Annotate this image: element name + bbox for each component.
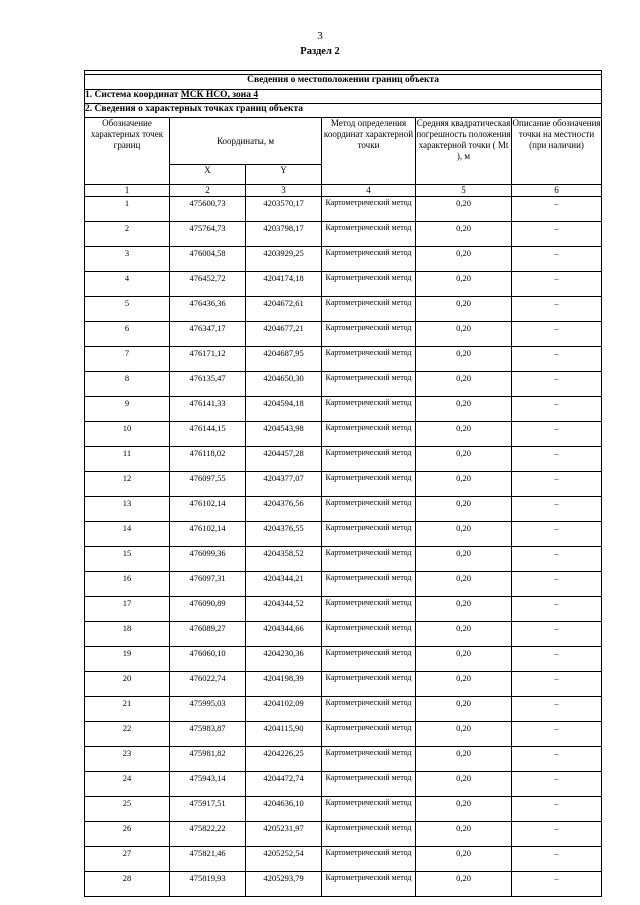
accuracy-cell: 0,20 [416, 497, 512, 522]
accuracy-cell: 0,20 [416, 472, 512, 497]
method-cell: Картометрический метод [322, 647, 416, 672]
table-row [85, 622, 602, 647]
table-row [85, 872, 602, 897]
point-number-cell: 5 [85, 297, 170, 322]
y-coordinate-cell: 4204358,52 [246, 547, 322, 572]
x-coordinate-cell: 476102,14 [170, 497, 246, 522]
points-heading: 2. Сведения о характерных точках границ объекта [85, 104, 602, 118]
y-coordinate-cell: 4204594,18 [246, 397, 322, 422]
point-number-cell: 22 [85, 722, 170, 747]
table-row [85, 672, 602, 697]
y-coordinate-cell: 4204650,30 [246, 372, 322, 397]
x-coordinate-cell: 475981,82 [170, 747, 246, 772]
description-cell: – [512, 347, 602, 372]
x-coordinate-cell: 475822,22 [170, 822, 246, 847]
table-row [85, 522, 602, 547]
point-number-cell: 15 [85, 547, 170, 572]
point-number-cell: 10 [85, 422, 170, 447]
column-number: 2 [170, 185, 246, 197]
point-number-cell: 21 [85, 697, 170, 722]
table-row [85, 197, 602, 222]
table-row [85, 222, 602, 247]
description-cell: – [512, 397, 602, 422]
column-number: 3 [246, 185, 322, 197]
x-coordinate-cell: 476141,33 [170, 397, 246, 422]
accuracy-cell: 0,20 [416, 247, 512, 272]
y-coordinate-cell: 4204472,74 [246, 772, 322, 797]
accuracy-cell: 0,20 [416, 572, 512, 597]
table-row [85, 597, 602, 622]
table-row [85, 422, 602, 447]
x-coordinate-cell: 475600,73 [170, 197, 246, 222]
y-coordinate-cell: 4204376,56 [246, 497, 322, 522]
method-cell: Картометрический метод [322, 197, 416, 222]
coordinate-system-label: 1. Система координат [85, 90, 179, 100]
point-number-cell: 13 [85, 497, 170, 522]
table-row [85, 272, 602, 297]
header-coordinates: Координаты, м [170, 118, 322, 165]
x-coordinate-cell: 476097,31 [170, 572, 246, 597]
accuracy-cell: 0,20 [416, 647, 512, 672]
method-cell: Картометрический метод [322, 397, 416, 422]
description-cell: – [512, 447, 602, 472]
y-coordinate-cell: 4204344,66 [246, 622, 322, 647]
method-cell: Картометрический метод [322, 247, 416, 272]
x-coordinate-cell: 475995,03 [170, 697, 246, 722]
point-number-cell: 27 [85, 847, 170, 872]
description-cell: – [512, 247, 602, 272]
method-cell: Картометрический метод [322, 797, 416, 822]
y-coordinate-cell: 4205231,97 [246, 822, 322, 847]
y-coordinate-cell: 4204457,28 [246, 447, 322, 472]
point-number-cell: 25 [85, 797, 170, 822]
x-coordinate-cell: 476090,89 [170, 597, 246, 622]
method-cell: Картометрический метод [322, 422, 416, 447]
table-row [85, 347, 602, 372]
table-title: Сведения о местоположении границ объекта [85, 75, 602, 90]
point-number-cell: 11 [85, 447, 170, 472]
method-cell: Картометрический метод [322, 697, 416, 722]
x-coordinate-cell: 476022,74 [170, 672, 246, 697]
x-coordinate-cell: 476099,36 [170, 547, 246, 572]
description-cell: – [512, 647, 602, 672]
x-coordinate-cell: 476118,02 [170, 447, 246, 472]
point-number-cell: 18 [85, 622, 170, 647]
x-coordinate-cell: 476144,15 [170, 422, 246, 447]
y-coordinate-cell: 4204344,52 [246, 597, 322, 622]
accuracy-cell: 0,20 [416, 747, 512, 772]
table-row [85, 497, 602, 522]
accuracy-cell: 0,20 [416, 197, 512, 222]
y-coordinate-cell: 4204687,95 [246, 347, 322, 372]
accuracy-cell: 0,20 [416, 797, 512, 822]
x-coordinate-cell: 476452,72 [170, 272, 246, 297]
y-coordinate-cell: 4204230,36 [246, 647, 322, 672]
x-coordinate-cell: 475819,93 [170, 872, 246, 897]
table-row [85, 472, 602, 497]
accuracy-cell: 0,20 [416, 722, 512, 747]
method-cell: Картометрический метод [322, 272, 416, 297]
point-number-cell: 23 [85, 747, 170, 772]
method-cell: Картометрический метод [322, 747, 416, 772]
point-number-cell: 6 [85, 322, 170, 347]
x-coordinate-cell: 475821,46 [170, 847, 246, 872]
method-cell: Картометрический метод [322, 372, 416, 397]
description-cell: – [512, 547, 602, 572]
description-cell: – [512, 872, 602, 897]
accuracy-cell: 0,20 [416, 622, 512, 647]
y-coordinate-cell: 4204543,98 [246, 422, 322, 447]
x-coordinate-cell: 475983,87 [170, 722, 246, 747]
y-coordinate-cell: 4204174,18 [246, 272, 322, 297]
description-cell: – [512, 697, 602, 722]
y-coordinate-cell: 4204115,90 [246, 722, 322, 747]
description-cell: – [512, 722, 602, 747]
method-cell: Картометрический метод [322, 772, 416, 797]
accuracy-cell: 0,20 [416, 372, 512, 397]
y-coordinate-cell: 4203929,25 [246, 247, 322, 272]
table-row [85, 822, 602, 847]
column-number: 4 [322, 185, 416, 197]
method-cell: Картометрический метод [322, 572, 416, 597]
header-point-designation: Обозначение характерных точек границ [85, 118, 170, 185]
x-coordinate-cell: 476171,12 [170, 347, 246, 372]
method-cell: Картометрический метод [322, 672, 416, 697]
x-coordinate-cell: 475943,14 [170, 772, 246, 797]
accuracy-cell: 0,20 [416, 822, 512, 847]
table-row [85, 322, 602, 347]
method-cell: Картометрический метод [322, 597, 416, 622]
header-description: Описание обозначения точки на местности (при наличии) [512, 118, 602, 185]
description-cell: – [512, 747, 602, 772]
table-row [85, 747, 602, 772]
page-number: 3 [317, 30, 323, 42]
accuracy-cell: 0,20 [416, 597, 512, 622]
description-cell: – [512, 322, 602, 347]
method-cell: Картометрический метод [322, 222, 416, 247]
point-number-cell: 28 [85, 872, 170, 897]
method-cell: Картометрический метод [322, 522, 416, 547]
accuracy-cell: 0,20 [416, 547, 512, 572]
boundary-points-table [84, 70, 602, 897]
method-cell: Картометрический метод [322, 497, 416, 522]
table-row [85, 797, 602, 822]
accuracy-cell: 0,20 [416, 697, 512, 722]
description-cell: – [512, 272, 602, 297]
description-cell: – [512, 372, 602, 397]
description-cell: – [512, 847, 602, 872]
y-coordinate-cell: 4204677,21 [246, 322, 322, 347]
point-number-cell: 8 [85, 372, 170, 397]
description-cell: – [512, 422, 602, 447]
description-cell: – [512, 672, 602, 697]
point-number-cell: 9 [85, 397, 170, 422]
accuracy-cell: 0,20 [416, 322, 512, 347]
method-cell: Картометрический метод [322, 347, 416, 372]
header-x: X [170, 165, 246, 185]
table-row [85, 397, 602, 422]
accuracy-cell: 0,20 [416, 272, 512, 297]
method-cell: Картометрический метод [322, 472, 416, 497]
point-number-cell: 2 [85, 222, 170, 247]
y-coordinate-cell: 4204198,39 [246, 672, 322, 697]
description-cell: – [512, 797, 602, 822]
x-coordinate-cell: 476004,58 [170, 247, 246, 272]
table-row [85, 572, 602, 597]
table-row [85, 847, 602, 872]
description-cell: – [512, 772, 602, 797]
x-coordinate-cell: 475764,73 [170, 222, 246, 247]
point-number-cell: 17 [85, 597, 170, 622]
column-numbers-row [85, 185, 602, 197]
description-cell: – [512, 522, 602, 547]
accuracy-cell: 0,20 [416, 847, 512, 872]
method-cell: Картометрический метод [322, 872, 416, 897]
point-number-cell: 20 [85, 672, 170, 697]
accuracy-cell: 0,20 [416, 397, 512, 422]
x-coordinate-cell: 476436,36 [170, 297, 246, 322]
x-coordinate-cell: 476060,10 [170, 647, 246, 672]
column-number: 6 [512, 185, 602, 197]
y-coordinate-cell: 4205293,79 [246, 872, 322, 897]
table-row [85, 772, 602, 797]
y-coordinate-cell: 4204226,25 [246, 747, 322, 772]
method-cell: Картометрический метод [322, 622, 416, 647]
coordinate-system-value: МСК НСО, зона 4 [180, 90, 259, 100]
description-cell: – [512, 297, 602, 322]
accuracy-cell: 0,20 [416, 222, 512, 247]
table-row [85, 647, 602, 672]
y-coordinate-cell: 4204102,09 [246, 697, 322, 722]
description-cell: – [512, 472, 602, 497]
description-cell: – [512, 222, 602, 247]
method-cell: Картометрический метод [322, 822, 416, 847]
method-cell: Картометрический метод [322, 722, 416, 747]
x-coordinate-cell: 476347,17 [170, 322, 246, 347]
description-cell: – [512, 497, 602, 522]
description-cell: – [512, 597, 602, 622]
table-row [85, 722, 602, 747]
accuracy-cell: 0,20 [416, 522, 512, 547]
method-cell: Картометрический метод [322, 297, 416, 322]
point-number-cell: 19 [85, 647, 170, 672]
y-coordinate-cell: 4204377,07 [246, 472, 322, 497]
method-cell: Картометрический метод [322, 847, 416, 872]
coordinate-system-line [85, 90, 602, 104]
accuracy-cell: 0,20 [416, 772, 512, 797]
x-coordinate-cell: 476097,55 [170, 472, 246, 497]
method-cell: Картометрический метод [322, 447, 416, 472]
point-number-cell: 16 [85, 572, 170, 597]
method-cell: Картометрический метод [322, 322, 416, 347]
table-row [85, 372, 602, 397]
y-coordinate-cell: 4205252,54 [246, 847, 322, 872]
point-number-cell: 4 [85, 272, 170, 297]
header-accuracy: Средняя квадратическая погрешность положения характерной точки ( Mt ), м [416, 118, 512, 185]
point-number-cell: 24 [85, 772, 170, 797]
x-coordinate-cell: 476135,47 [170, 372, 246, 397]
description-cell: – [512, 622, 602, 647]
header-method: Метод определения координат характерной точки [322, 118, 416, 185]
y-coordinate-cell: 4203798,17 [246, 222, 322, 247]
point-number-cell: 14 [85, 522, 170, 547]
table-row [85, 697, 602, 722]
section-title: Раздел 2 [300, 46, 340, 57]
point-number-cell: 26 [85, 822, 170, 847]
table-row [85, 247, 602, 272]
x-coordinate-cell: 476089,27 [170, 622, 246, 647]
y-coordinate-cell: 4203570,17 [246, 197, 322, 222]
column-number: 5 [416, 185, 512, 197]
description-cell: – [512, 572, 602, 597]
accuracy-cell: 0,20 [416, 422, 512, 447]
table-row [85, 447, 602, 472]
table-row [85, 547, 602, 572]
y-coordinate-cell: 4204344,21 [246, 572, 322, 597]
accuracy-cell: 0,20 [416, 672, 512, 697]
description-cell: – [512, 822, 602, 847]
y-coordinate-cell: 4204636,10 [246, 797, 322, 822]
accuracy-cell: 0,20 [416, 297, 512, 322]
x-coordinate-cell: 475917,51 [170, 797, 246, 822]
table-row [85, 297, 602, 322]
accuracy-cell: 0,20 [416, 347, 512, 372]
y-coordinate-cell: 4204376,55 [246, 522, 322, 547]
y-coordinate-cell: 4204672,61 [246, 297, 322, 322]
header-y: Y [246, 165, 322, 185]
point-number-cell: 12 [85, 472, 170, 497]
accuracy-cell: 0,20 [416, 872, 512, 897]
accuracy-cell: 0,20 [416, 447, 512, 472]
method-cell: Картометрический метод [322, 547, 416, 572]
point-number-cell: 3 [85, 247, 170, 272]
point-number-cell: 1 [85, 197, 170, 222]
description-cell: – [512, 197, 602, 222]
column-number: 1 [85, 185, 170, 197]
point-number-cell: 7 [85, 347, 170, 372]
x-coordinate-cell: 476102,14 [170, 522, 246, 547]
